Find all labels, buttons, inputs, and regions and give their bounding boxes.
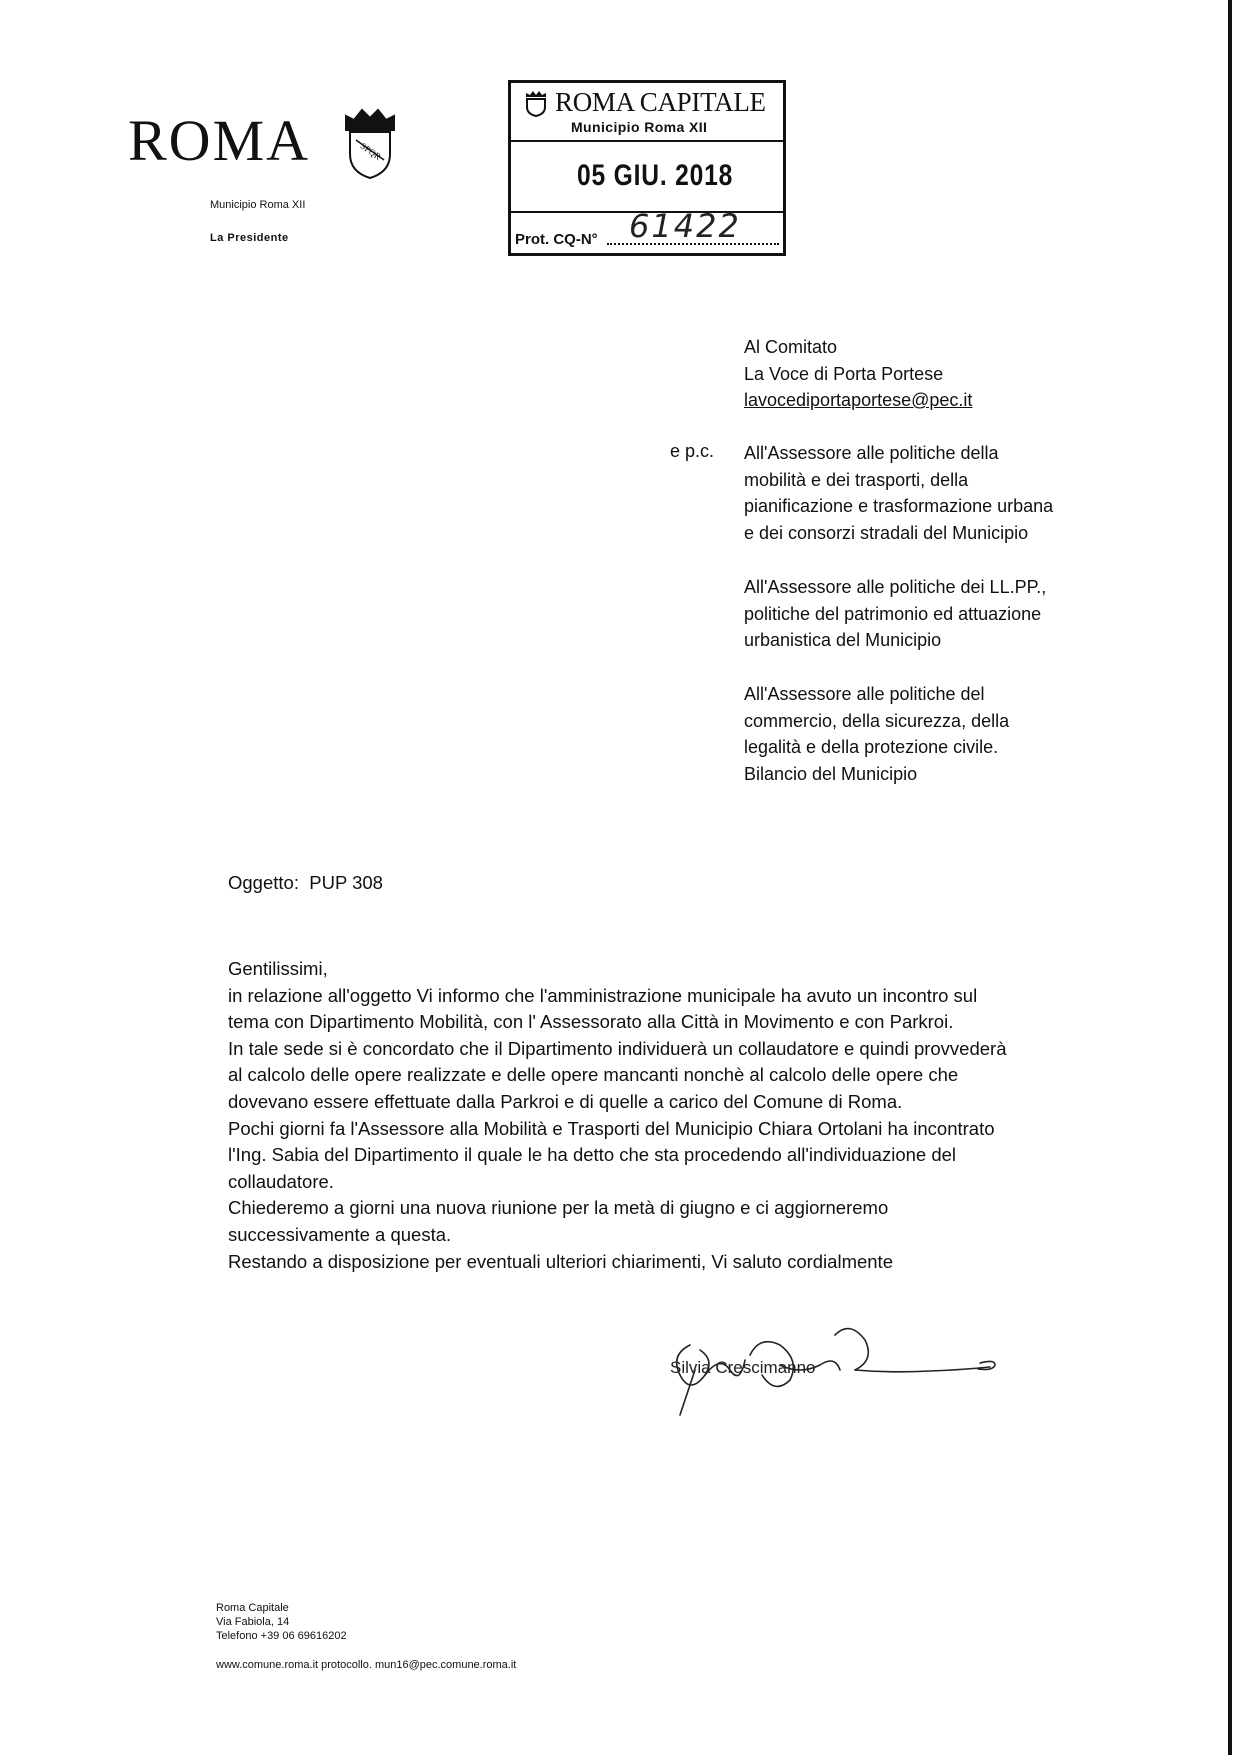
body-line: dovevano essere effettuate dalla Parkroi e di quelle a carico del Comune di Roma. [228,1090,903,1112]
body-line: l'Ing. Sabia del Dipartimento il quale le ha detto che sta procedendo all'individuazione del [228,1144,957,1166]
stamp-title: ROMA CAPITALE [555,87,766,117]
footer-line: Roma Capitale [216,1602,289,1614]
letter-body [228,956,1128,1275]
subject-label: Oggetto: [228,872,299,893]
recipient-main [744,334,972,414]
body-line: In tale sede si è concordato che il Dipartimento individuerà un collaudatore e quindi provvederà [228,1037,1007,1059]
cc-recipient [744,440,1053,546]
cc-recipient [744,681,1009,787]
crest-icon [338,98,402,180]
footer-address [216,1601,347,1643]
cc-line: All'Assessore alle politiche del [744,684,985,704]
header-role: La Presidente [210,232,289,244]
subject-value: PUP 308 [309,872,383,893]
recipient-line: La Voce di Porta Portese [744,363,944,384]
signature-name: Silvia Crescimanno [670,1358,816,1377]
footer-line: Telefono +39 06 69616202 [216,1630,347,1642]
cc-label: e p.c. [670,441,715,461]
stamp-date: 05 GIU. 2018 [577,159,734,192]
cc-recipient [744,574,1046,654]
body-line: Chiederemo a giorni una nuova riunione per la metà di giugno e ci aggiorneremo [228,1197,889,1219]
recipient-email-link[interactable]: lavocediportaportese@pec.it [744,390,973,410]
cc-line: mobilità e dei trasporti, della [744,469,969,490]
stamp-divider [511,140,783,142]
body-line: Gentilissimi, [228,958,328,979]
body-line: tema con Dipartimento Mobilità, con l' Assessorato alla Città in Movimento e con Parkroi. [228,1011,954,1033]
body-line: successivamente a questa. [228,1223,452,1245]
cc-line: urbanistica del Municipio [744,630,942,650]
cc-line: politiche del patrimonio ed attuazione [744,603,1042,624]
body-line: in relazione all'oggetto Vi informo che l'amministrazione municipale ha avuto un incontro sul [228,984,978,1006]
cc-line: pianificazione e trasformazione urbana [744,496,1054,516]
cc-line: All'Assessore alle politiche dei LL.PP., [744,577,1047,597]
footer-web: www.comune.roma.it protocollo. mun16@pec.comune.roma.it [216,1659,517,1671]
svg-text:SPQR: SPQR [358,140,383,162]
body-line: al calcolo delle opere realizzate e delle opere mancanti nonchè al calcolo delle opere che [228,1064,959,1086]
stamp-prot-number: 61422 [629,207,741,245]
cc-line: All'Assessore alle politiche della [744,443,999,463]
cc-line: commercio, della sicurezza, della [744,710,1010,731]
body-line: collaudatore. [228,1170,334,1192]
cc-line: Bilancio del Municipio [744,763,918,784]
stamp-subtitle: Municipio Roma XII [571,119,708,135]
protocol-stamp [508,80,786,256]
stamp-prot-label: Prot. CQ-N° [515,231,598,248]
footer-line: Via Fabiola, 14 [216,1616,290,1628]
body-line: Restando a disposizione per eventuali ulteriori chiarimenti, Vi saluto cordialmente [228,1250,893,1272]
handwritten-signature-icon [650,1315,1010,1425]
subject-line [228,872,383,894]
recipient-line: Al Comitato [744,337,838,357]
scan-edge-rule [1228,0,1232,1755]
body-line: Pochi giorni fa l'Assessore alla Mobilità e Trasporti del Municipio Chiara Ortolani ha incontrato [228,1117,995,1139]
header-municipio: Municipio Roma XII [210,199,306,211]
stamp-crest-icon [525,91,547,117]
cc-line: e dei consorzi stradali del Municipio [744,522,1029,543]
cc-line: legalità e della protezione civile. [744,737,999,757]
roma-logo-text: ROMA [128,108,311,173]
